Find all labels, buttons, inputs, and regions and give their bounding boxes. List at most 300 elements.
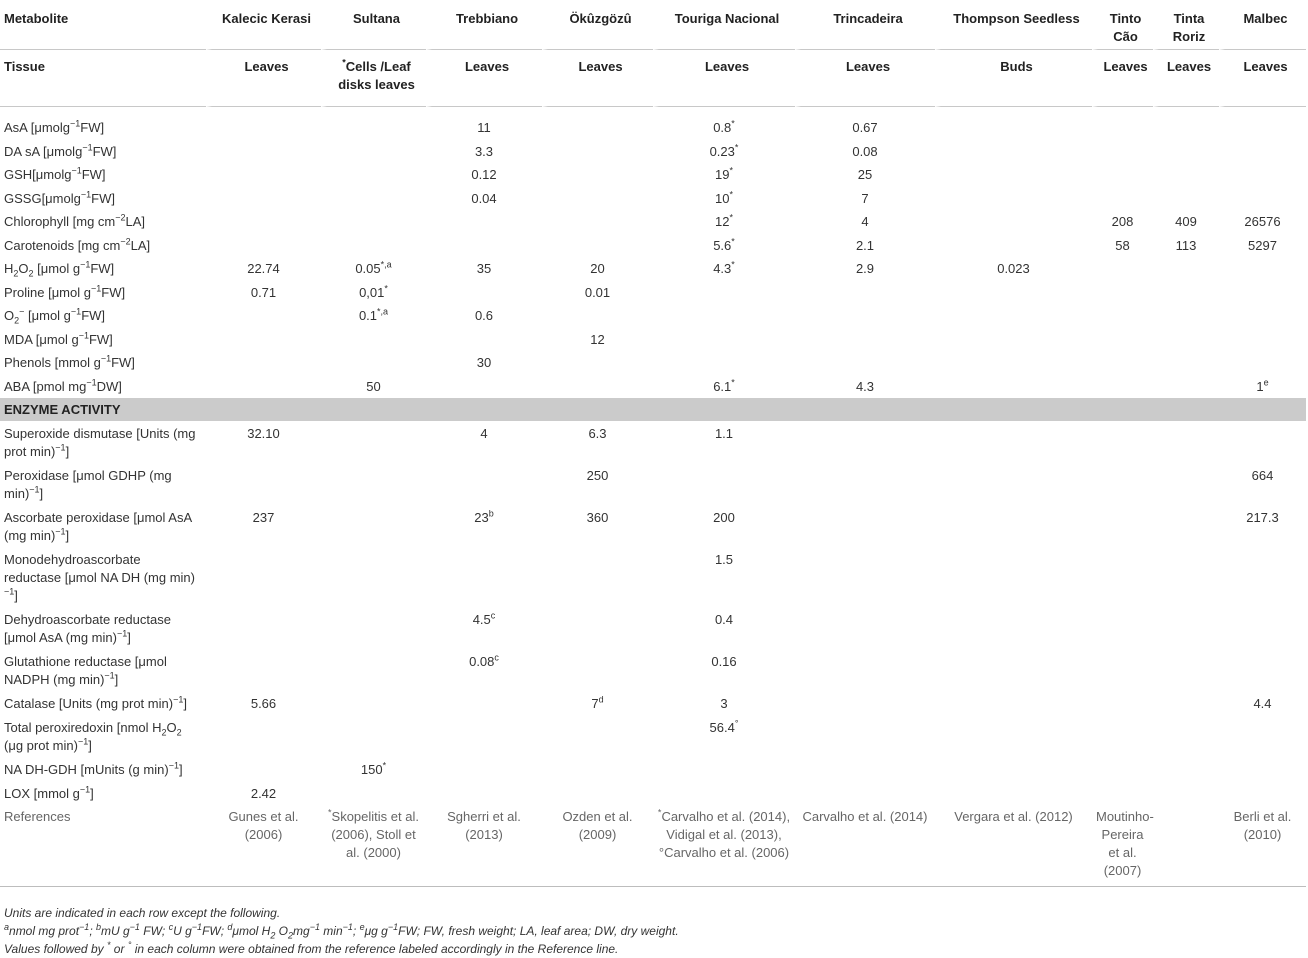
cultivar-header: Tinto Cão: [1092, 0, 1153, 50]
value-cell: [795, 781, 935, 805]
value-cell: [542, 757, 653, 781]
enzyme-section-label: ENZYME ACTIVITY: [0, 398, 1306, 421]
value-cell: [653, 463, 795, 505]
value-cell: [1153, 547, 1219, 607]
value-cell: [542, 140, 653, 164]
units-note: Units are indicated in each row except the following.: [4, 906, 281, 920]
tissue-cell: Leaves: [1219, 50, 1306, 107]
value-cell: 20: [590, 261, 605, 276]
value-cell: [206, 304, 321, 328]
cultivar-header-row: [0, 0, 1306, 50]
table-row: [0, 163, 1306, 187]
value-cell: 250: [586, 468, 609, 483]
references-label: References: [0, 805, 206, 887]
spacer-row: [0, 107, 1306, 116]
value-cell: [1153, 505, 1219, 547]
cultivar-header: Trincadeira: [795, 0, 935, 50]
value-cell: [795, 505, 935, 547]
value-cell: 3.3: [474, 143, 494, 159]
value-cell: 0,01*: [359, 283, 388, 300]
value-cell: [542, 304, 653, 328]
value-cell: [206, 649, 321, 691]
value-cell: [935, 463, 1092, 505]
table-row: [0, 140, 1306, 164]
value-cell: [935, 140, 1092, 164]
value-cell: $0.1^{*,a}$: [358, 306, 389, 323]
value-cell: 26576: [1244, 214, 1281, 229]
value-cell: [542, 781, 653, 805]
value-cell: [206, 163, 321, 187]
table-row: [0, 547, 1306, 607]
value-cell: [206, 757, 321, 781]
marker-note: Values followed by * or ° in each column were obtained from the reference labeled accordingly in the Reference line.: [4, 940, 619, 956]
reference-cell: Ozden et al. (2009): [542, 805, 653, 887]
table-row: [0, 375, 1306, 399]
value-cell: [795, 691, 935, 715]
row-label: Glutathione reductase [μmol NADPH (mg min)$^{-1}$]: [4, 654, 167, 687]
value-cell: [1092, 281, 1153, 305]
row-label: Superoxide dismutase [Units (mg prot min)$^{-1}$]: [4, 426, 196, 459]
value-cell: 4.3: [855, 378, 875, 394]
value-cell: [542, 210, 653, 234]
value-cell: [321, 649, 426, 691]
tissue-cell: Leaves: [426, 50, 542, 107]
value-cell: 32.10: [247, 426, 280, 441]
table-row: [0, 187, 1306, 211]
value-cell: [542, 234, 653, 258]
value-cell: [321, 691, 426, 715]
value-cell: [542, 375, 653, 399]
value-cell: [321, 328, 426, 352]
value-cell: [542, 187, 653, 211]
reference-cell: Gunes et al. (2006): [206, 805, 321, 887]
value-cell: 6.3: [588, 426, 607, 441]
value-cell: 5.6*: [713, 236, 735, 253]
value-cell: 360: [586, 510, 609, 525]
value-cell: [321, 421, 426, 463]
value-cell: 113: [1175, 237, 1197, 253]
value-cell: [426, 375, 542, 399]
row-label: GSSG[μmolg$^{-1}$FW]: [4, 189, 115, 206]
value-cell: [1153, 140, 1219, 164]
cultivar-header: Malbec: [1219, 0, 1306, 50]
value-cell: 0.023: [997, 261, 1030, 276]
value-cell: [935, 505, 1092, 547]
row-label: DA sA [μmolg$^{-1}$FW]: [4, 142, 117, 159]
value-cell: [795, 421, 935, 463]
tissue-cell: *Cells /Leaf disks leaves: [321, 50, 426, 107]
cultivar-header: Kalecic Kerasi: [206, 0, 321, 50]
value-cell: 6.1*: [713, 377, 735, 394]
value-cell: 0.4: [714, 612, 734, 627]
value-cell: [1153, 649, 1219, 691]
table-row: [0, 116, 1306, 140]
tissue-cell: Buds: [935, 50, 1092, 107]
table-row: [0, 421, 1306, 463]
value-cell: [206, 116, 321, 140]
reference-cell: *Skopelitis et al. (2006), Stoll et al. (2000): [321, 805, 426, 887]
value-cell: [935, 781, 1092, 805]
tissue-cell: Leaves: [1092, 50, 1153, 107]
value-cell: [1153, 187, 1219, 211]
value-cell: [321, 505, 426, 547]
value-cell: [206, 547, 321, 607]
tissue-header: Tissue: [0, 50, 206, 107]
value-cell: [935, 691, 1092, 715]
value-cell: [426, 547, 542, 607]
value-cell: [206, 187, 321, 211]
table-row: [0, 649, 1306, 691]
value-cell: [935, 304, 1092, 328]
value-cell: [935, 187, 1092, 211]
value-cell: [935, 421, 1092, 463]
row-label: LOX [mmol $g^{-1}$]: [4, 784, 94, 801]
value-cell: 0.08: [852, 143, 878, 159]
value-cell: [206, 234, 321, 258]
value-cell: [1092, 351, 1153, 375]
value-cell: $0.05^{*,a}$: [355, 259, 392, 276]
value-cell: 0.04: [471, 190, 497, 206]
value-cell: [795, 757, 935, 781]
value-cell: [1219, 715, 1306, 757]
value-cell: [1092, 140, 1153, 164]
value-cell: 0.8*: [713, 118, 735, 135]
value-cell: [1092, 116, 1153, 140]
value-cell: [206, 607, 321, 649]
tissue-cell: Leaves: [542, 50, 653, 107]
value-cell: [653, 281, 795, 305]
cultivar-header: Touriga Nacional: [653, 0, 795, 50]
row-label: AsA [μmolg$^{-1}$FW]: [4, 118, 105, 135]
value-cell: 1.1: [714, 426, 734, 441]
value-cell: [1153, 757, 1219, 781]
value-cell: [1092, 257, 1153, 281]
value-cell: [935, 328, 1092, 352]
value-cell: [426, 328, 542, 352]
value-cell: 35: [476, 261, 492, 276]
value-cell: [321, 140, 426, 164]
value-cell: [426, 757, 542, 781]
value-cell: [1219, 649, 1306, 691]
row-label: NA DH-GDH [mUnits (g min)$^{-1}$]: [4, 760, 183, 777]
value-cell: 23$^b$: [474, 508, 494, 525]
cultivar-header: Tinta Roriz: [1153, 0, 1219, 50]
cultivar-header: Sultana: [321, 0, 426, 50]
value-cell: [426, 781, 542, 805]
value-cell: [542, 715, 653, 757]
value-cell: [653, 757, 795, 781]
value-cell: 58: [1115, 237, 1130, 253]
tissue-header-row: [0, 50, 1306, 107]
cultivar-header: Thompson Seedless: [935, 0, 1092, 50]
row-label: Ascorbate peroxidase [μmol AsA (mg min)$^{-1}$]: [4, 510, 192, 543]
value-cell: 150*: [360, 760, 387, 777]
value-cell: [1092, 649, 1153, 691]
value-cell: [1219, 304, 1306, 328]
reference-cell: Berli et al. (2010): [1219, 805, 1306, 887]
value-cell: [206, 328, 321, 352]
value-cell: [1092, 328, 1153, 352]
value-cell: [426, 463, 542, 505]
tissue-cell: Leaves: [1153, 50, 1219, 107]
value-cell: [206, 463, 321, 505]
reference-cell: Moutinho-Pereira et al. (2007): [1092, 805, 1153, 887]
value-cell: 217.3: [1246, 510, 1279, 525]
value-cell: [542, 547, 653, 607]
reference-cell: *Carvalho et al. (2014), Vidigal et al. (2013), °Carvalho et al. (2006): [653, 805, 795, 887]
value-cell: [1153, 281, 1219, 305]
row-label: Catalase [Units (mg prot min)$^{-1}$]: [4, 694, 187, 711]
value-cell: 7$^d$: [591, 694, 604, 711]
value-cell: [653, 781, 795, 805]
value-cell: [1219, 187, 1306, 211]
value-cell: 56.4°: [709, 718, 739, 735]
value-cell: 11: [477, 120, 491, 135]
value-cell: 22.74: [247, 261, 280, 276]
value-cell: 4.3*: [713, 259, 735, 276]
value-cell: [1153, 463, 1219, 505]
value-cell: [1153, 375, 1219, 399]
value-cell: 0.01: [584, 284, 611, 300]
value-cell: 664: [1251, 468, 1274, 483]
value-cell: 4.4: [1253, 696, 1272, 711]
value-cell: [1092, 463, 1153, 505]
value-cell: [321, 715, 426, 757]
value-cell: [1153, 607, 1219, 649]
value-cell: 50: [366, 378, 381, 394]
row-label: Total peroxiredoxin [nmol $H_2O_2$ (μg prot min)$^{-1}$]: [4, 720, 182, 753]
row-label: Monodehydroascorbate reductase [μmol NA DH (mg min)$^{-1}$]: [4, 552, 195, 603]
value-cell: [1153, 163, 1219, 187]
value-cell: 1.5: [714, 552, 734, 567]
table-header: [0, 0, 1306, 107]
value-cell: [1092, 421, 1153, 463]
table-row: [0, 715, 1306, 757]
value-cell: 0.71: [250, 284, 277, 300]
value-cell: 7: [861, 190, 869, 206]
value-cell: [935, 116, 1092, 140]
table-row: [0, 691, 1306, 715]
section-row: [0, 398, 1306, 421]
value-cell: 19*: [715, 165, 733, 182]
value-cell: [321, 163, 426, 187]
table-row: [0, 210, 1306, 234]
value-cell: [653, 328, 795, 352]
table-row: [0, 781, 1306, 805]
row-label: Phenols [mmol $g^{-1}FW$]: [4, 353, 135, 370]
value-cell: [426, 210, 542, 234]
value-cell: [1153, 351, 1219, 375]
value-cell: 4: [861, 214, 869, 229]
row-label: Proline [μmol $g^{-1}FW$]: [4, 283, 126, 300]
reference-cell: Carvalho et al. (2014): [795, 805, 935, 887]
table-row: [0, 304, 1306, 328]
value-cell: [935, 715, 1092, 757]
value-cell: 2.42: [250, 786, 277, 801]
value-cell: 12: [590, 331, 605, 347]
tissue-cell: Leaves: [795, 50, 935, 107]
value-cell: [321, 210, 426, 234]
value-cell: [321, 781, 426, 805]
value-cell: [542, 351, 653, 375]
value-cell: [795, 328, 935, 352]
value-cell: 200: [713, 510, 735, 525]
value-cell: 0.67: [852, 120, 878, 135]
value-cell: [653, 351, 795, 375]
value-cell: [321, 234, 426, 258]
value-cell: [1092, 163, 1153, 187]
value-cell: [1219, 547, 1306, 607]
value-cell: [935, 234, 1092, 258]
row-label: GSH[μmolg$^{-1}$FW]: [4, 165, 106, 182]
value-cell: [1219, 421, 1306, 463]
value-cell: 2.9: [855, 261, 875, 276]
value-cell: [795, 351, 935, 375]
cultivar-header: Ökûzgözû: [542, 0, 653, 50]
value-cell: [426, 234, 542, 258]
value-cell: [426, 281, 542, 305]
value-cell: [1092, 607, 1153, 649]
value-cell: [542, 649, 653, 691]
value-cell: 1e: [1256, 377, 1269, 394]
tissue-cell: Leaves: [653, 50, 795, 107]
reference-cell: Sgherri et al. (2013): [426, 805, 542, 887]
value-cell: [1092, 304, 1153, 328]
row-label: Peroxidase [μmol GDHP (mg min)$^{-1}$]: [4, 468, 172, 501]
value-cell: [1153, 421, 1219, 463]
value-cell: [426, 715, 542, 757]
value-cell: [542, 116, 653, 140]
value-cell: [426, 691, 542, 715]
row-label: $H_2O_2$ [μmol $g^{-1}FW$]: [4, 259, 115, 279]
value-cell: [542, 607, 653, 649]
value-cell: 2.1: [855, 237, 875, 253]
cultivar-header: Trebbiano: [426, 0, 542, 50]
value-cell: [321, 463, 426, 505]
value-cell: 0.6: [474, 308, 494, 323]
value-cell: [1153, 304, 1219, 328]
table-row: [0, 257, 1306, 281]
value-cell: 0.12: [471, 167, 497, 182]
value-cell: [795, 715, 935, 757]
value-cell: [321, 351, 426, 375]
value-cell: [1219, 116, 1306, 140]
value-cell: [321, 547, 426, 607]
value-cell: [321, 116, 426, 140]
value-cell: [1092, 375, 1153, 399]
value-cell: [935, 210, 1092, 234]
row-label: Carotenoids [mg $cm^{-2}LA$]: [4, 236, 151, 253]
value-cell: 4: [480, 426, 488, 441]
value-cell: [542, 163, 653, 187]
table-row: [0, 234, 1306, 258]
table-row: [0, 505, 1306, 547]
value-cell: [935, 547, 1092, 607]
value-cell: [935, 351, 1092, 375]
value-cell: [1219, 328, 1306, 352]
table-row: [0, 328, 1306, 352]
value-cell: [795, 547, 935, 607]
value-cell: 10*: [715, 189, 733, 206]
value-cell: [1219, 757, 1306, 781]
value-cell: [1092, 691, 1153, 715]
value-cell: [1219, 351, 1306, 375]
value-cell: [935, 757, 1092, 781]
value-cell: 30: [476, 355, 492, 370]
table-row: [0, 463, 1306, 505]
value-cell: [206, 140, 321, 164]
value-cell: [206, 715, 321, 757]
table-row: [0, 757, 1306, 781]
value-cell: [206, 210, 321, 234]
value-cell: 5297: [1248, 237, 1277, 253]
references-row: [0, 805, 1306, 887]
value-cell: [321, 187, 426, 211]
value-cell: [795, 463, 935, 505]
value-cell: [1153, 116, 1219, 140]
value-cell: [935, 163, 1092, 187]
value-cell: [1092, 187, 1153, 211]
value-cell: [1092, 757, 1153, 781]
value-cell: [795, 304, 935, 328]
value-cell: [795, 649, 935, 691]
value-cell: [935, 281, 1092, 305]
value-cell: [795, 281, 935, 305]
value-cell: [1153, 328, 1219, 352]
value-cell: [1219, 163, 1306, 187]
value-cell: [653, 304, 795, 328]
value-cell: 3: [720, 696, 728, 711]
value-cell: [1153, 257, 1219, 281]
row-label: MDA [μmol $g^{-1}FW$]: [4, 330, 113, 347]
reference-cell: Vergara et al. (2012): [935, 805, 1092, 887]
value-cell: [206, 351, 321, 375]
value-cell: [935, 649, 1092, 691]
value-cell: 237: [252, 510, 275, 525]
value-cell: [321, 607, 426, 649]
reference-cell: [1153, 805, 1219, 887]
table-footnotes: [4, 904, 679, 958]
row-label: Dehydroascorbate reductase [μmol AsA (mg min)$^{-1}$]: [4, 612, 171, 645]
value-cell: 5.66: [250, 696, 277, 711]
row-label: ABA [pmol $mg^{-1}DW$]: [4, 377, 122, 394]
value-cell: [1219, 140, 1306, 164]
value-cell: 409: [1175, 214, 1197, 229]
value-cell: [1092, 715, 1153, 757]
value-cell: 208: [1111, 214, 1134, 229]
value-cell: 25: [857, 167, 873, 182]
value-cell: [1153, 781, 1219, 805]
value-cell: [795, 607, 935, 649]
row-label: $O_2^-$ [μmol $g^{-1}FW$]: [4, 306, 106, 326]
value-cell: [1153, 691, 1219, 715]
value-cell: [1092, 505, 1153, 547]
value-cell: [1219, 781, 1306, 805]
value-cell: 4.5$^c$: [472, 610, 496, 627]
value-cell: [1092, 547, 1153, 607]
table-row: [0, 607, 1306, 649]
value-cell: [1092, 781, 1153, 805]
value-cell: 0.08$^c$: [469, 652, 499, 669]
value-cell: [1219, 607, 1306, 649]
row-label: Chlorophyll [mg $cm^{-2}LA$]: [4, 212, 146, 229]
value-cell: 0.16: [711, 654, 737, 669]
value-cell: 0.23*: [709, 142, 739, 159]
metabolite-header: Metabolite: [0, 0, 206, 50]
table-row: [0, 281, 1306, 305]
value-cell: [935, 375, 1092, 399]
tissue-cell: Leaves: [206, 50, 321, 107]
